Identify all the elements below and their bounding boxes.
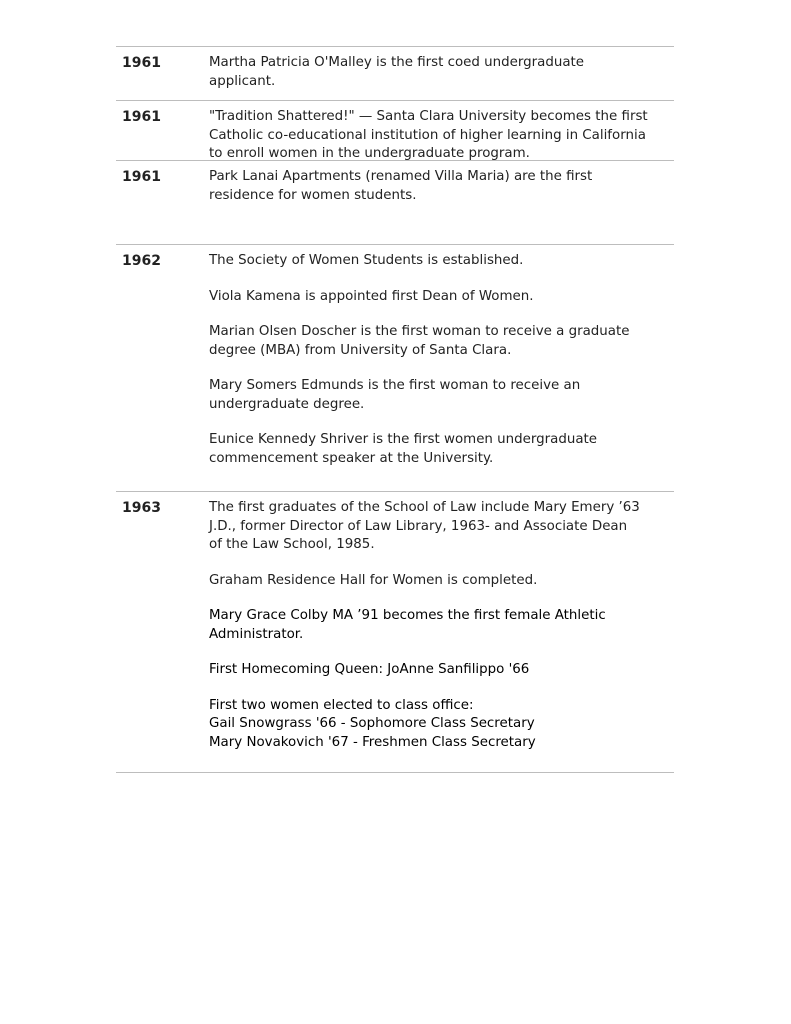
timeline-row (116, 245, 674, 492)
event-text: Marian Olsen Doscher is the first woman to receive a graduate degree (MBA) from University of Santa Clara. (209, 324, 630, 358)
event-text: Park Lanai Apartments (renamed Villa Maria) are the first residence for women students. (209, 169, 593, 203)
event-text: Viola Kamena is appointed first Dean of Women. (209, 288, 534, 304)
event-list (209, 101, 674, 164)
timeline-row (116, 101, 674, 161)
year-label: 1961 (122, 109, 161, 125)
event-text: The first graduates of the School of Law include Mary Emery ’63 J.D., former Director of Law Library, 1963- and Associate Dean of the Law School, 1985. (209, 500, 640, 552)
event-list (209, 245, 674, 468)
event-list (209, 492, 674, 752)
timeline-row (116, 492, 674, 773)
event-text: "Tradition Shattered!" — Santa Clara University becomes the first Catholic co-educational institution of higher learning in California to enroll women in the undergraduate program. (209, 109, 648, 161)
timeline-table (116, 46, 674, 773)
event-text: Graham Residence Hall for Women is completed. (209, 572, 538, 588)
event-list (209, 161, 674, 205)
event-text: First two women elected to class office: Gail Snowgrass '66 - Sophomore Class Secretary Mary Novakovich '67 - Freshmen Class Secretary (209, 697, 536, 750)
year-label: 1961 (122, 55, 161, 71)
year-label: 1963 (122, 500, 161, 516)
event-text: Mary Grace Colby MA ’91 becomes the first female Athletic Administrator. (209, 608, 606, 642)
event-text: Mary Somers Edmunds is the first woman to receive an undergraduate degree. (209, 378, 581, 412)
event-text: The Society of Women Students is established. (209, 253, 524, 268)
year-label: 1961 (122, 169, 161, 185)
event-text: First Homecoming Queen: JoAnne Sanfilippo '66 (209, 662, 530, 677)
event-text: Martha Patricia O'Malley is the first coed undergraduate applicant. (209, 55, 585, 89)
timeline-row (116, 47, 674, 101)
event-text: Eunice Kennedy Shriver is the first women undergraduate commencement speaker at the University. (209, 432, 598, 466)
year-label: 1962 (122, 253, 161, 269)
event-list (209, 47, 674, 91)
timeline-row (116, 161, 674, 245)
